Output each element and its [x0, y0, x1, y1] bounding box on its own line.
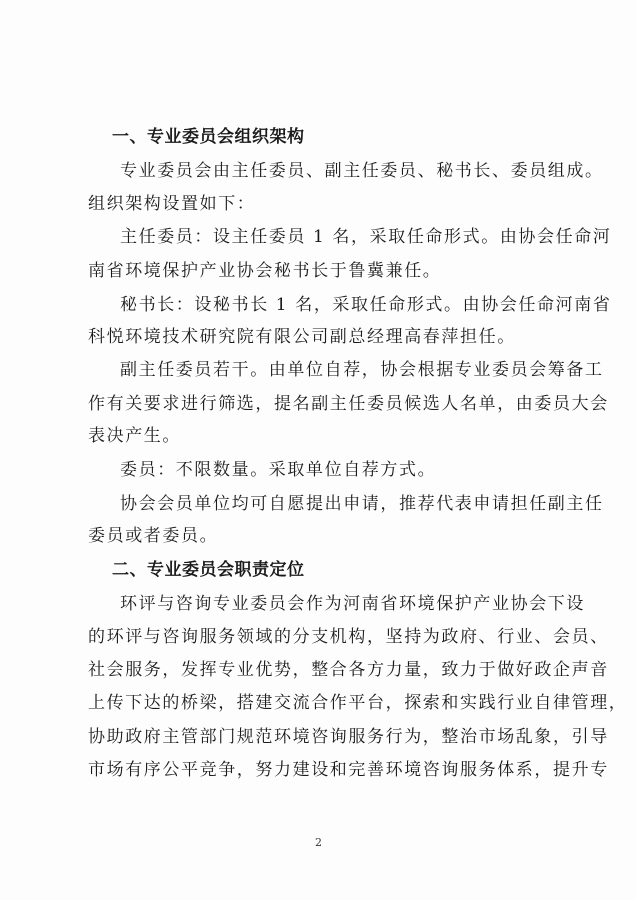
section-heading-2: 二、专业委员会职责定位 — [112, 560, 305, 580]
paragraph-line: 市场有序公平竞争，努力建设和完善环境咨询服务体系，提升专 — [88, 760, 609, 780]
paragraph-line: 委员：不限数量。采取单位自荐方式。 — [120, 460, 437, 480]
paragraph-line: 作有关要求进行筛选，提名副主任委员候选人名单，由委员大会 — [88, 394, 609, 414]
paragraph-line: 主任委员：设主任委员 1 名，采取任命形式。由协会任命河 — [120, 227, 612, 247]
paragraph-line: 社会服务，发挥专业优势，整合各方力量，致力于做好政企声音 — [88, 660, 609, 680]
paragraph-line: 协助政府主管部门规范环境咨询服务行为，整治市场乱象，引导 — [88, 727, 609, 747]
paragraph-line: 委员或者委员。 — [88, 526, 219, 546]
paragraph-line: 表决产生。 — [88, 426, 181, 446]
paragraph-line: 上传下达的桥梁，搭建交流合作平台，探索和实践行业自律管理， — [88, 693, 628, 713]
paragraph-line: 科悦环境技术研究院有限公司副总经理高春萍担任。 — [88, 327, 516, 347]
paragraph-line: 的环评与咨询服务领域的分支机构，坚持为政府、行业、会员、 — [88, 627, 609, 647]
page-number: 2 — [315, 836, 322, 849]
paragraph-line: 副主任委员若干。由单位自荐，协会根据专业委员会筹备工 — [120, 360, 604, 380]
paragraph-line: 组织架构设置如下： — [88, 194, 256, 214]
section-heading-1: 一、专业委员会组织架构 — [112, 127, 305, 147]
paragraph-line: 环评与咨询专业委员会作为河南省环境保护产业协会下设 — [120, 594, 585, 614]
paragraph-line: 南省环境保护产业协会秘书长于鲁冀兼任。 — [88, 261, 442, 281]
paragraph-line: 专业委员会由主任委员、副主任委员、秘书长、委员组成。 — [120, 161, 604, 181]
paragraph-line: 秘书长：设秘书长 1 名，采取任命形式。由协会任命河南省 — [120, 295, 612, 315]
paragraph-line: 协会会员单位均可自愿提出申请，推荐代表申请担任副主任 — [120, 494, 604, 514]
